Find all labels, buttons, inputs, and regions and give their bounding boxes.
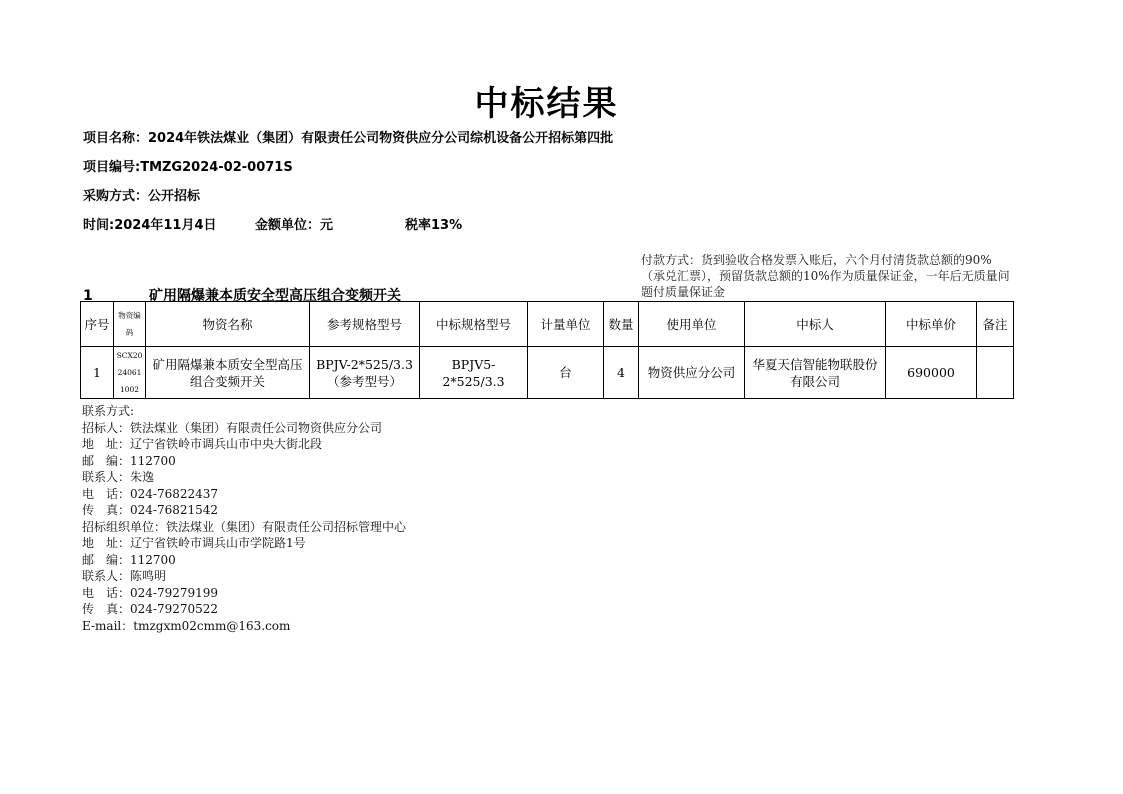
header-cell: 备注 bbox=[977, 302, 1014, 347]
payment-terms: 付款方式：货到验收合格发票入账后，六个月付清货款总额的90%（承兑汇票），预留货款总额的10%作为质量保证金，一年后无质量问题付质量保证金 bbox=[641, 253, 1010, 299]
email-line: E-mail：tmzgxm02cmm@163.com bbox=[82, 618, 291, 633]
table-cell: 690000 bbox=[886, 347, 977, 399]
date: 时间:2024年11月4日 bbox=[83, 218, 217, 233]
award-table bbox=[80, 301, 1014, 399]
header-cell: 中标规格型号 bbox=[420, 302, 528, 347]
meta-line bbox=[83, 214, 462, 233]
table-header-row bbox=[81, 302, 1014, 347]
contact-line: 电 话：024-76822437 bbox=[82, 486, 219, 501]
contact-line: 邮 编：112700 bbox=[82, 453, 176, 468]
table-cell: BPJV-2*525/3.3（参考型号） bbox=[310, 347, 420, 399]
header-cell: 数量 bbox=[604, 302, 639, 347]
table-cell: 矿用隔爆兼本质安全型高压组合变频开关 bbox=[146, 347, 310, 399]
procurement-method: 采购方式：公开招标 bbox=[83, 189, 201, 204]
section-name: 矿用隔爆兼本质安全型高压组合变频开关 bbox=[149, 288, 401, 304]
header-cell: 中标人 bbox=[745, 302, 886, 347]
contact-line: 地 址：辽宁省铁岭市调兵山市中央大街北段 bbox=[82, 437, 323, 451]
header-cell: 物资名称 bbox=[146, 302, 310, 347]
contact-info bbox=[82, 403, 406, 634]
table-cell: 华夏天信智能物联股份有限公司 bbox=[745, 347, 886, 399]
contact-line: 传 真：024-76821542 bbox=[82, 503, 219, 517]
header-cell: 序号 bbox=[81, 302, 114, 347]
table-cell bbox=[977, 347, 1014, 399]
table-cell: 4 bbox=[604, 347, 639, 399]
contact-line: 招标组织单位：铁法煤业（集团）有限责任公司招标管理中心 bbox=[82, 519, 407, 534]
tax-rate: 税率13% bbox=[405, 218, 463, 233]
contact-line: 联系方式: bbox=[82, 404, 135, 418]
contact-line: 地 址：辽宁省铁岭市调兵山市学院路1号 bbox=[82, 536, 306, 550]
table-row bbox=[81, 347, 1014, 399]
contact-line: 联系人：朱逸 bbox=[82, 470, 155, 484]
project-number: 项目编号:TMZG2024-02-0071S bbox=[83, 160, 293, 175]
table-cell: BPJV5-2*525/3.3 bbox=[420, 347, 528, 399]
table-cell: SCX20240611002 bbox=[114, 347, 146, 399]
table-cell: 物资供应分公司 bbox=[639, 347, 745, 399]
contact-line: 电 话：024-79279199 bbox=[82, 585, 219, 600]
table-cell: 1 bbox=[81, 347, 114, 399]
header-cell: 使用单位 bbox=[639, 302, 745, 347]
page-title: 中标结果 bbox=[474, 84, 619, 124]
contact-line: 招标人：铁法煤业（集团）有限责任公司物资供应分公司 bbox=[82, 420, 383, 435]
contact-line: 联系人：陈鸣明 bbox=[82, 569, 167, 583]
contact-line: 邮 编：112700 bbox=[82, 552, 176, 567]
table-cell: 台 bbox=[528, 347, 604, 399]
header-cell: 计量单位 bbox=[528, 302, 604, 347]
contact-line: 传 真：024-79270522 bbox=[82, 602, 219, 616]
currency-unit: 金额单位：元 bbox=[255, 218, 334, 233]
header-cell: 中标单价 bbox=[886, 302, 977, 347]
section-number: 1 bbox=[83, 288, 93, 304]
project-name: 项目名称：2024年铁法煤业（集团）有限责任公司物资供应分公司综机设备公开招标第四批 bbox=[83, 131, 614, 146]
header-cell: 物资编码 bbox=[114, 302, 146, 347]
header-cell: 参考规格型号 bbox=[310, 302, 420, 347]
